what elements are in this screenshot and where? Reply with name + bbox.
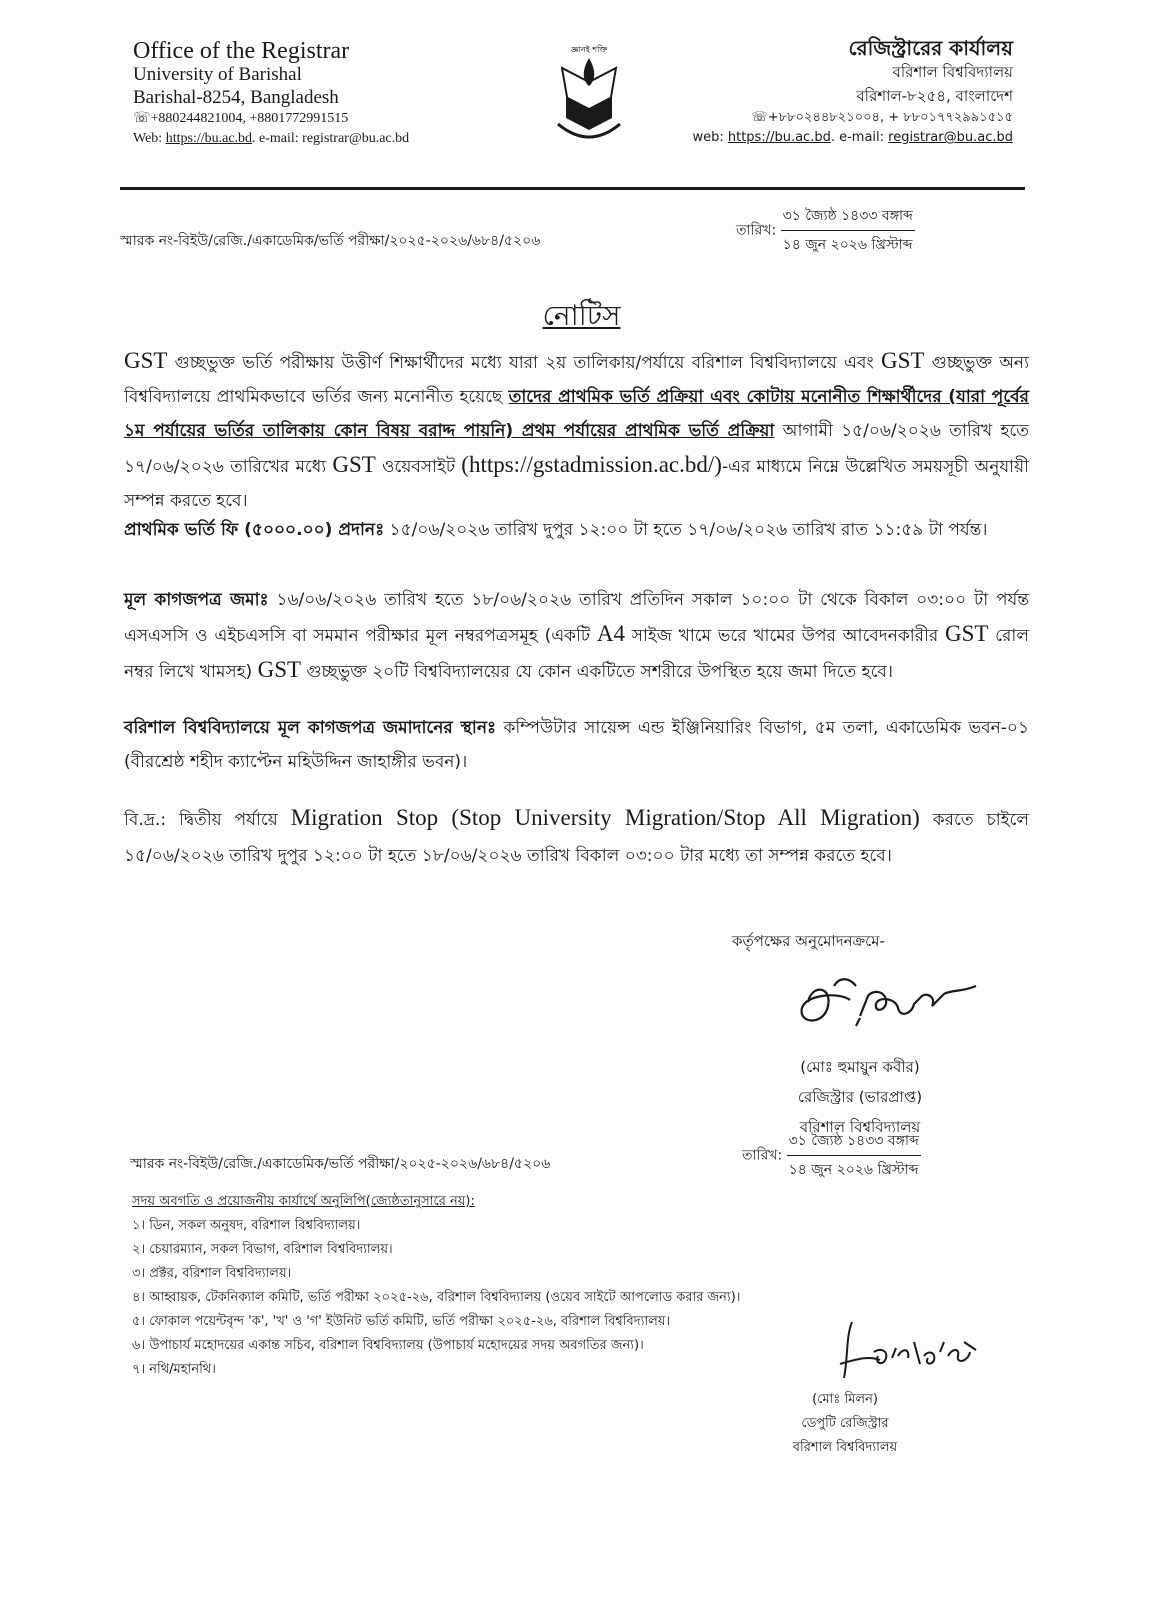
deputy-name: (মোঃ মিলন) — [812, 1392, 878, 1407]
list-item: ৭। নথি/মহানথি। — [132, 1362, 216, 1377]
office-title-en: Office of the Registrar — [133, 38, 350, 64]
date-bangla: ৩১ জ্যৈষ্ঠ ১৪৩৩ বঙ্গাব্দ — [781, 204, 915, 231]
deputy-org: বরিশাল বিশ্ববিদ্যালয় — [792, 1440, 898, 1455]
copy-distribution-list — [132, 1190, 740, 1382]
registrar-name: (মোঃ হুমায়ুন কবীর) — [800, 1058, 920, 1076]
list-item: ৬। উপাচার্য মহোদয়ের একান্ত সচিব, বরিশাল বিশ্ববিদ্যালয় (উপাচার্য মহোদয়ের সদয় অবগতির জন্য)। — [132, 1338, 644, 1353]
phone-en: ☏+880244821004, +8801772991515 — [133, 111, 349, 126]
memo-number-bottom: স্মারক নং-বিইউ/রেজি./একাডেমিক/ভর্তি পরীক্ষা/২০২৫-২০২৬/৬৮৪/৫২০৬ — [130, 1156, 551, 1172]
phone-bn: ☏+৮৮০২৪৪৮২১০০৪, + ৮৮০১৭৭২৯৯১৫১৫ — [751, 110, 1013, 125]
documents-label: মূল কাগজপত্র জমাঃ — [124, 590, 269, 610]
notice-paragraph-location: বরিশাল বিশ্ববিদ্যালয়ে মূল কাগজপত্র জমাদানের স্থানঃ কম্পিউটার সায়েন্স এন্ড ইঞ্জিনিয়ারিং বিভাগ, ৫ম তলা, একাডেমিক ভবন-০১ (বীরশ্রেষ্ঠ শহীদ ক্যাপ্টেন মহিউদ্দিন জাহাঙ্গীর ভবন)। — [124, 718, 1029, 772]
list-item: ২। চেয়ারম্যান, সকল বিভাগ, বরিশাল বিশ্ববিদ্যালয়। — [132, 1242, 393, 1257]
notice-paragraph-documents: মূল কাগজপত্র জমাঃ ১৬/০৬/২০২৬ তারিখ হতে ১৮/০৬/২০২৬ তারিখ প্রতিদিন সকাল ১০:০০ টা থেকে বিকাল ০৩:০০ টা পর্যন্ত এসএসসি ও এইচএসসি বা সমমান পরীক্ষার মূল নম্বরপত্রসমূহ (একটি A4 সাইজ খামে ভরে খামের উপর আবেদনকারীর GST রোল নম্বর লিখে খামসহ) GST গুচ্ছভুক্ত ২০টি বিশ্ববিদ্যালয়ের যে কোন একটিতে সশরীরে উপস্থিত হয়ে জমা দিতে হবে। — [124, 590, 1029, 682]
memo-date-bottom: তারিখ: $\frac{\text{৩১ জ্যৈষ্ঠ ১৪৩৩ বঙ্গাব্দ}}{\text{১৪ জুন ২০২৬ খ্রিস্টাব্দ}}$ — [742, 1129, 921, 1182]
date-english: ১৪ জুন ২০২৬ খ্রিস্টাব্দ — [782, 237, 913, 253]
registrar-signature-block — [700, 926, 1020, 1142]
address-en: Barishal-8254, Bangladesh — [133, 87, 339, 108]
logo-motto: জ্ঞানই শক্তি — [570, 45, 608, 54]
website-link-bn[interactable]: https://bu.ac.bd — [727, 130, 831, 145]
registrar-title: রেজিস্ট্রার (ভারপ্রাপ্ত) — [797, 1088, 923, 1106]
date-label: তারিখ: — [736, 222, 777, 239]
web-email-en: Web: https://bu.ac.bd. e-mail: registrar@bu.ac.bd — [133, 131, 410, 146]
list-item: ৪। আহ্বায়ক, টেকনিক্যাল কমিটি, ভর্তি পরীক্ষা ২০২৫-২৬, বরিশাল বিশ্ববিদ্যালয় (ওয়েব সাইটে আপলোড করার জন্য)। — [132, 1290, 741, 1305]
header-right-block — [692, 36, 1013, 148]
notice-paragraph-note: বি.দ্র.: দ্বিতীয় পর্যায়ে Migration Stop (Stop University Migration/Stop All Migration) করতে চাইলে ১৫/০৬/২০২৬ তারিখ দুপুর ১২:০০ টা হতে ১৮/০৬/২০২৬ তারিখ বিকাল ০৩:০০ টার মধ্যে তা সম্পন্ন করতে হবে। — [124, 805, 1029, 866]
deputy-title: ডেপুটি রেজিস্ট্রার — [801, 1416, 889, 1431]
header-left-block — [133, 40, 409, 149]
notice-paragraph-1: GST গুচ্ছভুক্ত ভর্তি পরীক্ষায় উত্তীর্ণ শিক্ষার্থীদের মধ্যে যারা ২য় তালিকায়/পর্যায়ে বরিশাল বিশ্ববিদ্যালয়ে এবং GST গুচ্ছভুক্ত অন্য বিশ্ববিদ্যালয়ে প্রাথমিকভাবে ভর্তির জন্য মনোনীত হয়েছে তাদের প্রাথমিক ভর্তি প্রক্রিয়া এবং কোটায় মনোনীত শিক্ষার্থীদের (যারা পূর্বের ১ম পর্যায়ের ভর্তির তালিকায় কোন বিষয় বরাদ্দ পায়নি) প্রথম পর্যায়ের প্রাথমিক ভর্তি প্রক্রিয়া আগামী ১৫/০৬/২০২৬ তারিখ হতে ১৭/০৬/২০২৬ তারিখের মধ্যে GST ওয়েবসাইট (https://gstadmission.ac.bd/)-এর মাধ্যমে নিম্নে উল্লেখিত সময়সূচী অনুযায়ী সম্পন্ন করতে হবে। — [124, 348, 1029, 511]
registrar-org: বরিশাল বিশ্ববিদ্যালয় — [799, 1118, 921, 1136]
university-name-en: University of Barishal — [133, 64, 302, 85]
list-item: ৫। ফোকাল পয়েন্টবৃন্দ 'ক', 'খ' ও 'গ' ইউনিট ভর্তি কমিটি, ভর্তি পরীক্ষা ২০২৫-২৬, বরিশাল বিশ্ববিদ্যালয়। — [132, 1314, 671, 1329]
list-item: ৩। প্রক্টর, বরিশাল বিশ্ববিদ্যালয়। — [132, 1266, 292, 1281]
authority-approval: কর্তৃপক্ষের অনুমোদনক্রমে- — [732, 932, 885, 950]
notice-paragraph-fee: প্রাথমিক ভর্তি ফি (৫০০০.০০) প্রদানঃ ১৫/০৬/২০২৬ তারিখ দুপুর ১২:০০ টা হতে ১৭/০৬/২০২৬ তারিখ রাত ১১:৫৯ টা পর্যন্ত। — [124, 520, 988, 540]
memo-number: স্মারক নং-বিইউ/রেজি./একাডেমিক/ভর্তি পরীক্ষা/২০২৫-২০২৬/৬৮৪/৫২০৬ — [120, 233, 541, 249]
fee-label: প্রাথমিক ভর্তি ফি (৫০০০.০০) প্রদানঃ — [124, 520, 385, 540]
website-link[interactable]: https://bu.ac.bd — [165, 131, 253, 146]
notice-title: নোটিস — [542, 299, 621, 332]
registrar-signature — [700, 956, 1020, 1048]
web-email-bn: web: https://bu.ac.bd. e-mail: registrar@bu.ac.bd — [692, 130, 1013, 145]
office-title-bn: রেজিস্ট্রারের কার্যালয় — [848, 36, 1013, 60]
gst-admission-link[interactable]: (https://gstadmission.ac.bd/) — [461, 452, 722, 477]
deputy-signature — [830, 1312, 1000, 1396]
highlight-admission-process: তাদের প্রাথমিক ভর্তি প্রক্রিয়া এবং কোটায় মনোনীত শিক্ষার্থীদের (যারা পূর্বের ১ম পর্যায়ের ভর্তির তালিকায় কোন বিষয় বরাদ্দ পায়নি) প্রথম পর্যায়ের প্রাথমিক ভর্তি প্রক্রিয়া — [124, 387, 1029, 441]
list-item: ১। ডিন, সকল অনুষদ, বরিশাল বিশ্ববিদ্যালয়। — [132, 1218, 361, 1233]
deputy-signature-block — [760, 1388, 930, 1460]
memo-date — [736, 204, 915, 257]
header-divider — [120, 187, 1025, 190]
copy-list-heading: সদয় অবগতি ও প্রয়োজনীয় কার্যার্থে অনুলিপি(জ্যেষ্ঠতানুসারে নয়): — [132, 1194, 475, 1209]
university-logo — [548, 38, 630, 150]
location-label: বরিশাল বিশ্ববিদ্যালয়ে মূল কাগজপত্র জমাদানের স্থানঃ — [124, 718, 497, 738]
university-name-bn: বরিশাল বিশ্ববিদ্যালয় — [892, 63, 1013, 81]
email-en: . e-mail: registrar@bu.ac.bd — [252, 131, 410, 146]
email-link-bn[interactable]: registrar@bu.ac.bd — [888, 130, 1013, 145]
address-bn: বরিশাল-৮২৫৪, বাংলাদেশ — [856, 87, 1013, 105]
